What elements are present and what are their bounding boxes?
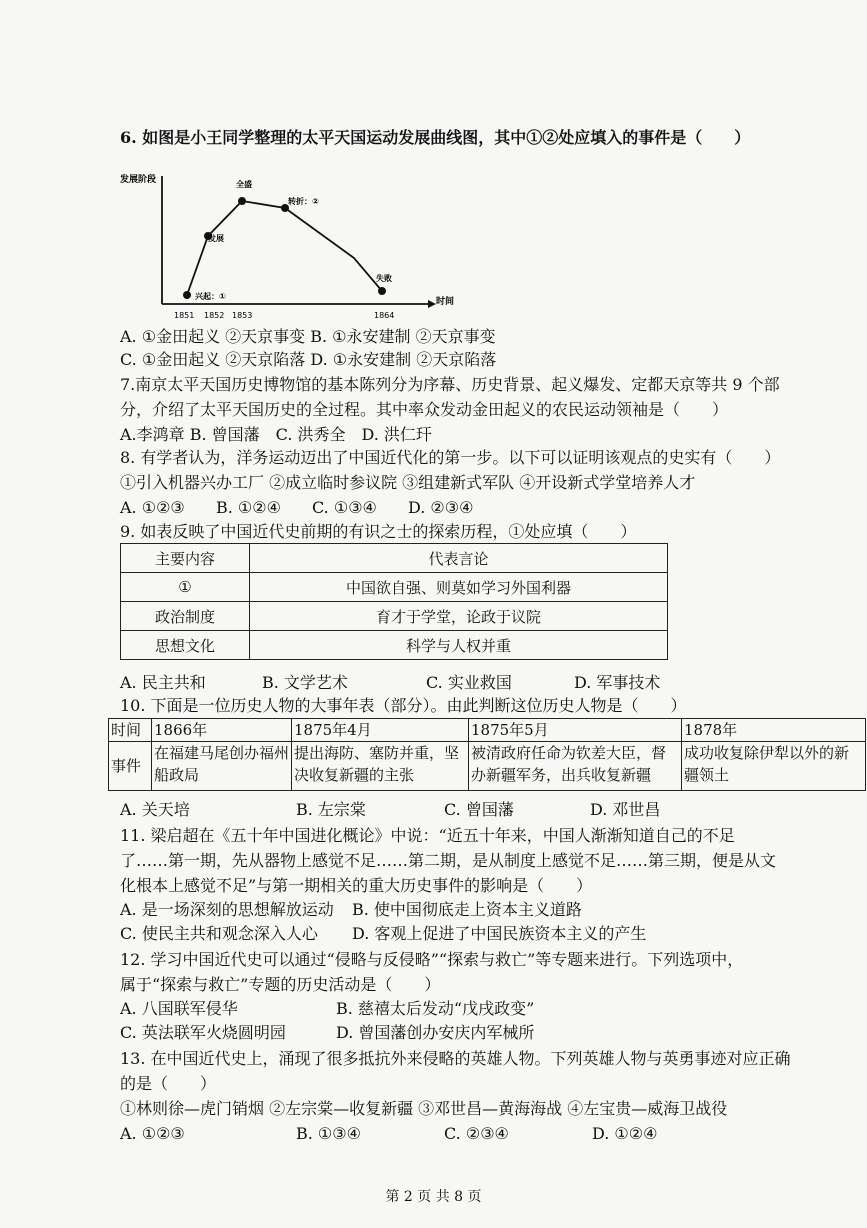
table-cell: 中国欲自强、则莫如学习外国利器 <box>250 573 668 602</box>
q8-option-d: D. ②③④ <box>408 498 474 517</box>
q9-option-d: D. 军事技术 <box>574 673 661 692</box>
q8-line2: ①引入机器兴办工厂 ②成立临时参议院 ③组建新式军队 ④开设新式学堂培养人才 <box>120 473 696 492</box>
q11-option-d: D. 客观上促进了中国民族资本主义的产生 <box>352 924 647 943</box>
q12-line2: 属于“探索与救亡”专题的历史活动是（ ） <box>120 975 441 994</box>
q12-option-d: D. 曾国藩创办安庆内军械所 <box>336 1023 535 1042</box>
q12-option-a: A. 八国联军侵华 <box>120 999 238 1018</box>
table-header-cell: 主要内容 <box>121 544 250 573</box>
table-cell: 在福建马尾创办福州船政局 <box>152 742 292 791</box>
table-header-row <box>121 544 668 573</box>
table-row <box>109 719 866 742</box>
q12-line1: 12. 学习中国近代史可以通过“侵略与反侵略”“探索与救亡”等专题来进行。下列选项中， <box>120 950 744 969</box>
q12-option-c: C. 英法联军火烧圆明园 <box>120 1023 286 1042</box>
chart-x-tick-label: 1852 <box>204 311 225 320</box>
table-row-label: 时间 <box>109 719 152 742</box>
q13-option-a: A. ①②③ <box>120 1124 185 1143</box>
table-cell: 科学与人权并重 <box>250 631 668 660</box>
q6-stem: 6. 如图是小王同学整理的太平天国运动发展曲线图，其中①②处应填入的事件是（ ） <box>120 128 751 147</box>
table-row <box>121 631 668 660</box>
chart-x-label: 时间 <box>436 297 455 307</box>
q13-option-b: B. ①③④ <box>296 1124 361 1143</box>
q13-line3: ①林则徐—虎门销烟 ②左宗棠—收复新疆 ③邓世昌—黄海海战 ④左宝贵—威海卫战役 <box>120 1099 728 1118</box>
q11-option-a: A. 是一场深刻的思想解放运动 <box>120 900 334 919</box>
q8-option-c: C. ①③④ <box>312 498 377 517</box>
q13-line1: 13. 在中国近代史上，涌现了很多抵抗外来侵略的英雄人物。下列英雄人物与英勇事迹对应正确 <box>120 1049 791 1068</box>
table-cell: 被清政府任命为钦差大臣，督办新疆军务，出兵收复新疆 <box>469 742 682 791</box>
taiping-development-chart <box>118 168 468 324</box>
chart-y-label: 发展阶段 <box>120 175 157 185</box>
chart-x-tick-label: 1851 <box>174 311 195 320</box>
q7-line2: 分，介绍了太平天国历史的全过程。其中率众发动金田起义的农民运动领袖是（ ） <box>120 400 729 419</box>
q7-options: A.李鸿章 B. 曾国藩 C. 洪秀全 D. 洪仁玕 <box>120 425 432 444</box>
q12-option-b: B. 慈禧太后发动“戊戌政变” <box>336 999 535 1018</box>
q9-option-c: C. 实业救国 <box>426 673 512 692</box>
q11-line1: 11. 梁启超在《五十年中国进化概论》中说：“近五十年来，中国人渐渐知道自己的不足 <box>120 826 735 845</box>
q7-line1: 7.南京太平天国历史博物馆的基本陈列分为序幕、历史背景、起义爆发、定都天京等共 9 个部 <box>120 375 780 394</box>
q8-option-b: B. ①②④ <box>216 498 281 517</box>
table-row <box>121 602 668 631</box>
q9-option-b: B. 文学艺术 <box>262 673 348 692</box>
table-header-cell: 代表言论 <box>250 544 668 573</box>
table-row <box>109 742 866 791</box>
chart-series-line <box>187 201 382 295</box>
chart-point-label: 失败 <box>376 274 392 283</box>
q6-options-line1: A. ①金田起义 ②天京事变 B. ①永安建制 ②天京事变 <box>120 327 496 346</box>
q10-option-a: A. 关天培 <box>120 800 190 819</box>
chart-x-tick-label: 1864 <box>374 311 395 320</box>
q10-option-c: C. 曾国藩 <box>444 800 514 819</box>
q8-option-a: A. ①②③ <box>120 498 185 517</box>
page-footer: 第 2 页 共 8 页 <box>385 1189 482 1205</box>
table-cell: 思想文化 <box>121 631 250 660</box>
q10-option-b: B. 左宗棠 <box>296 800 366 819</box>
q11-option-b: B. 使中国彻底走上资本主义道路 <box>352 900 582 919</box>
chart-point-label: 发展 <box>208 234 224 243</box>
chart-point-label: 全盛 <box>236 180 252 189</box>
q10-stem: 10. 下面是一位历史人物的大事年表（部分）。由此判断这位历史人物是（ ） <box>120 696 687 715</box>
table-cell: 1875年4月 <box>292 719 469 742</box>
q9-table <box>120 543 668 660</box>
table-cell: 成功收复除伊犁以外的新疆领土 <box>682 742 866 791</box>
table-row <box>121 573 668 602</box>
q8-line1: 8. 有学者认为，洋务运动迈出了中国近代化的第一步。以下可以证明该观点的史实有（ ） <box>120 448 781 467</box>
chart-point-label: 兴起：① <box>195 292 226 301</box>
chart-point <box>238 197 246 205</box>
q13-option-c: C. ②③④ <box>444 1124 509 1143</box>
table-cell: 1875年5月 <box>469 719 682 742</box>
q13-option-d: D. ①②④ <box>592 1124 658 1143</box>
chart-point <box>183 291 191 299</box>
table-cell: 育才于学堂，论政于议院 <box>250 602 668 631</box>
chart-x-tick-label: 1853 <box>232 311 253 320</box>
q10-option-d: D. 邓世昌 <box>590 800 661 819</box>
chart-point <box>378 287 386 295</box>
table-cell: 1866年 <box>152 719 292 742</box>
q11-line2: 了……第一期，先从器物上感觉不足……第二期，是从制度上感觉不足……第三期，便是从文 <box>120 851 777 870</box>
chart-x-arrow <box>428 300 436 308</box>
table-row-label: 事件 <box>109 742 152 791</box>
table-cell: ① <box>121 573 250 602</box>
q11-line3: 化根本上感觉不足”与第一期相关的重大历史事件的影响是（ ） <box>120 876 593 895</box>
q13-line2: 的是（ ） <box>120 1074 217 1093</box>
table-cell: 1878年 <box>682 719 866 742</box>
q9-stem: 9. 如表反映了中国近代史前期的有识之士的探索历程，①处应填（ ） <box>120 522 637 541</box>
q9-option-a: A. 民主共和 <box>120 673 206 692</box>
q11-option-c: C. 使民主共和观念深入人心 <box>120 924 318 943</box>
table-cell: 提出海防、塞防并重，坚决收复新疆的主张 <box>292 742 469 791</box>
table-cell: 政治制度 <box>121 602 250 631</box>
chart-point-label: 转折：② <box>288 197 319 206</box>
q6-options-line2: C. ①金田起义 ②天京陷落 D. ①永安建制 ②天京陷落 <box>120 350 497 369</box>
q10-table <box>108 718 866 791</box>
